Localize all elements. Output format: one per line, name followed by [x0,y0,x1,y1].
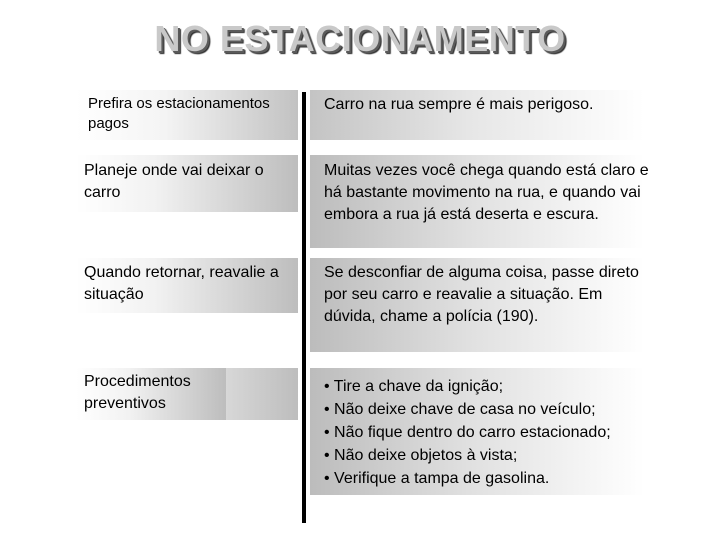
row-4-detail-item-2: • Não deixe chave de casa no veículo; [324,401,596,418]
row-4-detail-item-1: • Tire a chave da ignição; [324,378,504,395]
row-1-detail-text: Carro na rua sempre é mais perigoso. [324,96,594,113]
row-1-detail [310,90,662,140]
row-4-topic-text: Procedimentos preventivos [84,373,191,412]
row-3-topic [76,258,298,313]
row-4-detail-item-3: • Não fique dentro do carro estacionado; [324,424,611,441]
row-3-detail [310,258,662,352]
row-2-detail [310,155,662,248]
row-4-topic [76,368,226,420]
row-1-topic [76,90,298,140]
column-divider [302,92,306,523]
row-4-detail-item-5: • Verifique a tampa de gasolina. [324,470,550,487]
row-4-detail [310,368,662,495]
row-4-detail-item-4: • Não deixe objetos à vista; [324,447,518,464]
row-2-topic-text: Planeje onde vai deixar o carro [84,162,264,201]
row-3-topic-text: Quando retornar, reavalie a situação [84,264,279,303]
row-2-detail-text: Muitas vezes você chega quando está claro e há bastante movimento na rua, e quando vai embora a rua já está deserta e escura. [324,162,649,223]
row-3-detail-text: Se desconfiar de alguma coisa, passe direto por seu carro e reavalie a situação. Em dúvida, chame a polícia (190). [324,264,639,325]
row-2-topic [76,155,298,212]
page-title: NO ESTACIONAMENTO [154,18,566,59]
row-1-topic-text: Prefira os estacionamentos pagos [88,95,270,132]
